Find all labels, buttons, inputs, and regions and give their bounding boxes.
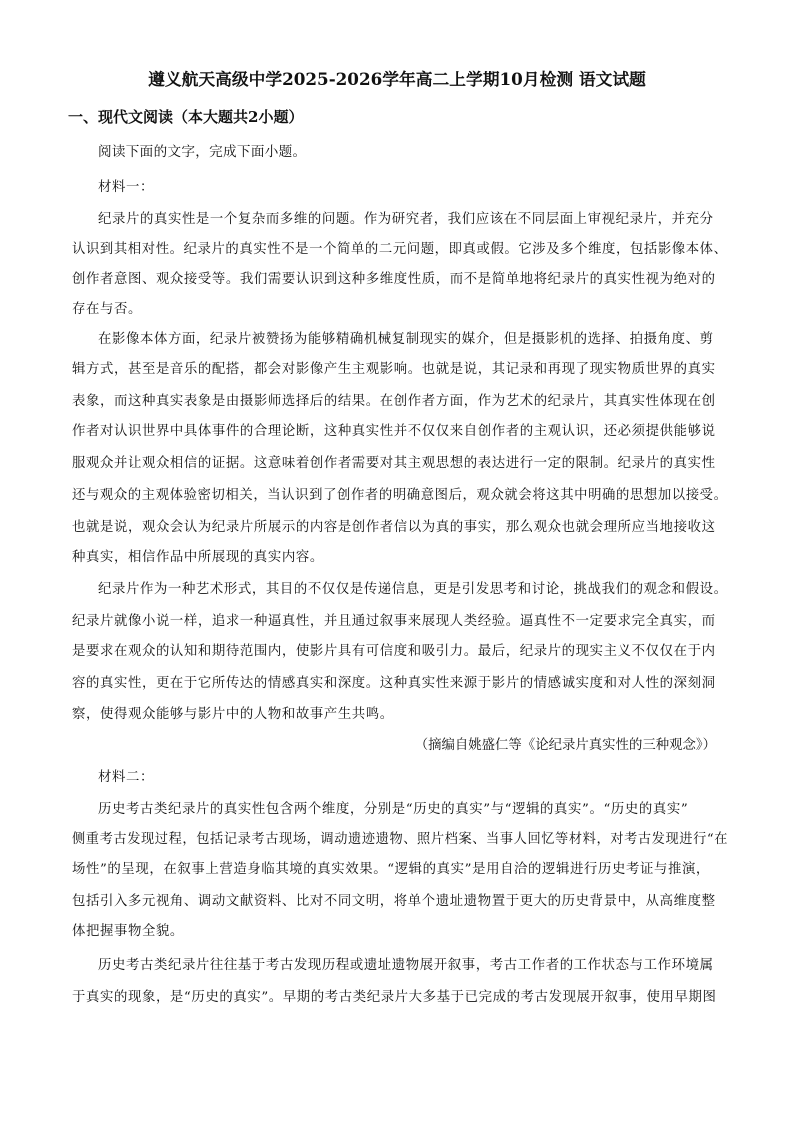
paragraph-line: 辑方式，甚至是音乐的配搭，都会对影像产生主观影响。也就是说，其记录和再现了现实物质世界的真实 [72, 362, 716, 377]
paragraph-line: 是要求在观众的认知和期待范围内，使影片具有可信度和吸引力。最后，纪录片的现实主义不仅仅在于内 [72, 644, 716, 659]
paragraph-line: 体把握事物全貌。 [72, 924, 184, 939]
paragraph-line: 纪录片的真实性是一个复杂而多维的问题。作为研究者，我们应该在不同层面上审视纪录片，并充分 [98, 212, 714, 227]
material-two-label: 材料二： [98, 770, 154, 785]
paragraph-line: 历史考古类纪录片往往基于考古发现历程或遗址遗物展开叙事，考古工作者的工作状态与工作环境属 [98, 958, 714, 973]
paragraph-line: 存在与否。 [72, 302, 142, 317]
paragraph-line: 于真实的现象，是“历史的真实”。早期的考古类纪录片大多基于已完成的考古发现展开叙事，使用早期图 [72, 990, 717, 1005]
paragraph-line: 侧重考古发现过程，包括记录考古现场，调动遗迹遗物、照片档案、当事人回忆等材料，对考古发现进行“在 [72, 832, 729, 847]
paragraph-line: 包括引入多元视角、调动文献资料、比对不同文明，将单个遗址遗物置于更大的历史背景中，从高维度整 [72, 894, 716, 909]
material-one-source: （摘编自姚盛仁等《论纪录片真实性的三种观念》） [414, 738, 716, 753]
material-one-label: 材料一： [98, 180, 154, 195]
paragraph-line: 表象，而这种真实表象是由摄影师选择后的结果。在创作者方面，作为艺术的纪录片，其真实性体现在创 [72, 394, 716, 409]
paragraph-line: 作者对认识世界中具体事件的合理论断，这种真实性并不仅仅来自创作者的主观认识，还必须提供能够说 [72, 424, 716, 439]
paragraph-line: 容的真实性，更在于它所传达的情感真实和深度。这种真实性来源于影片的情感诚实度和对人性的深刻洞 [72, 676, 716, 691]
paragraph-line: 纪录片就像小说一样，追求一种逼真性，并且通过叙事来展现人类经验。逼真性不一定要求完全真实，而 [72, 614, 716, 629]
paragraph-line: 历史考古类纪录片的真实性包含两个维度，分别是“历史的真实”与“逻辑的真实”。“历史的真实” [98, 802, 689, 817]
paragraph-line: 创作者意图、观众接受等。我们需要认识到这种多维度性质，而不是简单地将纪录片的真实性视为绝对的 [72, 272, 716, 287]
paragraph-line: 在影像本体方面，纪录片被赞扬为能够精确机械复制现实的媒介，但是摄影机的选择、拍摄角度、剪 [98, 332, 714, 347]
page-title: 遵义航天高级中学2025-2026学年高二上学期10月检测 语文试题 [148, 69, 646, 89]
paragraph-line: 察，使得观众能够与影片中的人物和故事产生共鸣。 [72, 707, 394, 722]
paragraph-line: 服观众并让观众相信的证据。这意味着创作者需要对其主观思想的表达进行一定的限制。纪录片的真实性 [72, 456, 716, 471]
section-heading: 一、现代文阅读（本大题共2小题） [68, 108, 304, 126]
paragraph-line: 纪录片作为一种艺术形式，其目的不仅仅是传递信息，更是引发思考和讨论，挑战我们的观念和假设。 [98, 582, 728, 597]
paragraph-line: 种真实，相信作品中所展现的真实内容。 [72, 550, 324, 565]
paragraph-line: 场性”的呈现，在叙事上营造身临其境的真实效果。“逻辑的真实”是用自洽的逻辑进行历史考证与推演， [72, 862, 710, 877]
paragraph-line: 认识到其相对性。纪录片的真实性不是一个简单的二元问题，即真或假。它涉及多个维度，包括影像本体、 [72, 242, 728, 257]
paragraph-line: 还与观众的主观体验密切相关，当认识到了创作者的明确意图后，观众就会将这其中明确的思想加以接受。 [72, 488, 728, 503]
instruction-text: 阅读下面的文字，完成下面小题。 [98, 144, 307, 160]
paragraph-line: 也就是说，观众会认为纪录片所展示的内容是创作者信以为真的事实，那么观众也就会理所应当地接收这 [72, 520, 716, 535]
